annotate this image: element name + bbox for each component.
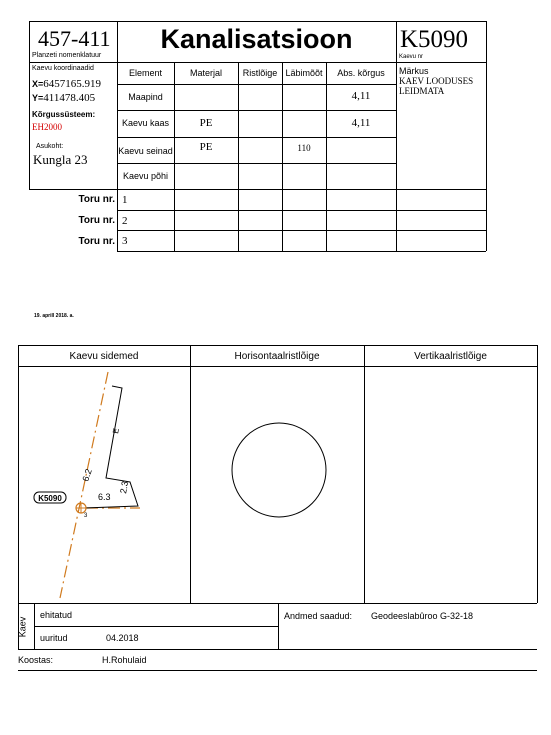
plan-label: Planzeti nomenklatuur (32, 52, 102, 59)
location-value: Kungla 23 (33, 152, 88, 167)
pipe-number: 1 (122, 194, 128, 206)
section-header-links: Kaevu sidemed (69, 351, 139, 362)
pipe-label: Toru nr. (78, 215, 115, 226)
coord-y-label: Y= (32, 93, 44, 103)
col-header-abs: Abs. kõrgus (337, 68, 385, 78)
well-cross-section-circle (232, 423, 326, 517)
dim-6-2: 6.2 (80, 467, 94, 483)
plan-number: 457-411 (38, 26, 111, 51)
dim-2-3: 2.3 (118, 480, 131, 495)
col-header-element: Element (128, 68, 163, 78)
pipe-number: 3 (122, 235, 128, 247)
row-material: PE (199, 141, 213, 153)
well-number: K5090 (400, 26, 469, 53)
coord-x-value: 6457165.919 (43, 78, 102, 90)
footer-author-label: Koostas: (18, 655, 54, 665)
row-material: PE (199, 117, 213, 129)
row-element: Maapind (128, 92, 163, 102)
footer-source-label: Andmed saadud: (284, 611, 353, 621)
coord-x-label: X= (32, 79, 44, 89)
footer-marked-label: ehitatud (40, 610, 73, 620)
col-header-note: Märkus (399, 66, 429, 76)
coord-x (32, 78, 101, 90)
footer-measured-label: uuritud (40, 633, 68, 643)
well-links-sketch (18, 366, 190, 603)
col-header-diameter: Läbimõõt (285, 68, 323, 78)
section-header-vertical: Vertikaalristlõige (414, 351, 487, 362)
page-title: Kanalisatsioon (160, 24, 353, 54)
footer-side-label: Kaev (17, 616, 28, 638)
col-header-material: Materjal (189, 68, 222, 78)
row-element: Kaevu põhi (122, 171, 169, 181)
dim-6-3: 6.3 (98, 492, 111, 502)
coords-label: Kaevu koordinaadid (32, 65, 94, 72)
footer-measured-date: 04.2018 (106, 633, 139, 643)
row-element: Kaevu seinad (118, 146, 173, 156)
well-number-label: Kaevu nr (399, 54, 424, 60)
height-system-value: EH2000 (32, 122, 62, 132)
footer-source-value: Geodeeslabûroo G-32-18 (371, 611, 474, 621)
row-abs: 4,11 (351, 90, 371, 102)
pipe-label: Toru nr. (78, 194, 115, 205)
pipe-label: Toru nr. (78, 236, 115, 247)
pipe-mark: 3 (84, 513, 88, 519)
document-date: 19. aprill 2018. a. (34, 313, 74, 319)
horizontal-section-drawing (190, 366, 364, 603)
side-mark: E (111, 427, 121, 435)
coord-y (32, 92, 95, 104)
row-diameter: 110 (297, 143, 311, 153)
coord-y-value: 411478.405 (43, 92, 96, 104)
location-label: Asukoht: (36, 143, 64, 150)
footer-author-value: H.Rohulaid (102, 655, 147, 665)
note-value: KAEV LOODUSES LEIDMATA (399, 76, 474, 96)
height-system-label: Kõrgussüsteem: (32, 110, 96, 119)
pipe-number: 2 (122, 215, 128, 227)
well-label: K5090 (38, 494, 62, 503)
pipe-line-main (60, 372, 108, 598)
col-header-cross: Ristlõige (242, 68, 278, 78)
section-header-horizontal: Horisontaalristlõige (234, 351, 320, 362)
row-abs: 4,11 (351, 117, 371, 129)
row-element: Kaevu kaas (121, 118, 170, 128)
